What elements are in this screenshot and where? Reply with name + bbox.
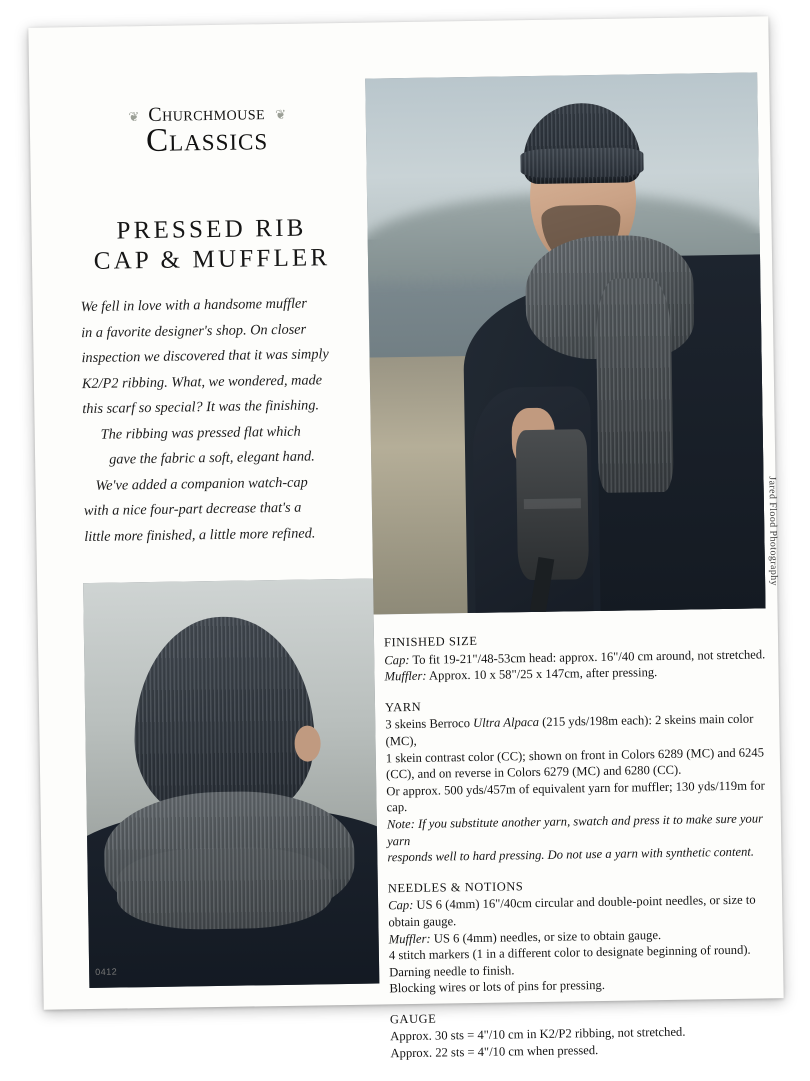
spec-line: Muffler: Approx. 10 x 58"/25 x 147cm, after pressing. (384, 665, 658, 684)
leaf-ornament-right: ❦ (275, 107, 286, 123)
spec-heading: YARN (384, 699, 422, 715)
intro-line: little more finished, a little more refined. (84, 524, 316, 545)
model-ear (294, 725, 321, 762)
page-title (71, 213, 352, 277)
intro-paragraph (81, 291, 363, 550)
knit-cap-brim (521, 147, 644, 178)
intro-line: with a nice four-part decrease that's a (83, 499, 302, 520)
spec-line: 1 skein contrast color (CC); shown on front in Colors 6289 (MC) and 6245 (385, 744, 765, 765)
brand-name-line1: Churchmouse (148, 102, 266, 126)
spec-section-gauge (390, 1005, 781, 1062)
spec-heading: GAUGE (389, 1011, 437, 1027)
brand-logo (82, 101, 333, 161)
spec-line: Darning needle to finish. (389, 963, 515, 980)
intro-line: this scarf so special? It was the finishing. (82, 397, 320, 418)
intro-line: in a favorite designer's shop. On closer (81, 321, 307, 341)
spec-line: Note: If you substitute another yarn, swatch and press it to make sure your yarn (386, 811, 764, 848)
spec-line: 3 skeins Berroco Ultra Alpaca (215 yds/198m each): 2 skeins main color (MC), (385, 711, 754, 749)
spec-line: Blocking wires or lots of pins for pressing. (389, 978, 606, 996)
leaf-ornament-left: ❦ (128, 109, 139, 125)
muffler-tail-rib-texture (596, 277, 674, 493)
muffler-back-wrap-rib-texture (116, 847, 332, 931)
spec-section-yarn (385, 693, 778, 866)
pattern-sheet (28, 16, 783, 1061)
spec-line: Approx. 30 sts = 4"/10 cm in K2/P2 ribbing, not stretched. (390, 1025, 686, 1044)
spec-heading: NEEDLES & NOTIONS (387, 878, 524, 896)
page-title-line2: CAP & MUFFLER (93, 244, 331, 275)
spec-line: obtain gauge. (388, 914, 457, 930)
spec-line: Cap: US 6 (4mm) 16"/40cm circular and double-point needles, or size to (388, 892, 756, 913)
brand-name-line2: Classics (145, 121, 269, 160)
intro-line: The ribbing was pressed flat which (100, 423, 301, 443)
cap-brim-rib-texture (521, 147, 644, 178)
photo-credit: Jared Flood Photography (766, 476, 780, 587)
page-title-line1: PRESSED RIB (116, 214, 307, 245)
spec-line: 4 stitch markers (1 in a different color to designate beginning of round). (388, 942, 751, 963)
photo-model-front (365, 72, 765, 614)
spec-section-needles-notions (388, 874, 780, 997)
intro-line: We've added a companion watch-cap (95, 474, 308, 494)
spec-line: responds well to hard pressing. Do not use a yarn with synthetic content. (387, 844, 755, 865)
photo-model-back (83, 579, 379, 989)
spec-line: Or approx. 500 yds/457m of equivalent yarn for muffler; 130 yds/119m for cap. (386, 778, 765, 815)
spec-heading: FINISHED SIZE (383, 633, 478, 650)
spec-line: (CC), and on reverse in Colors 6279 (MC) and 6280 (CC). (385, 762, 682, 782)
intro-line: gave the fabric a soft, elegant hand. (108, 448, 315, 468)
intro-line: We fell in love with a handsome muffler (80, 295, 308, 316)
pattern-specifications (384, 628, 781, 1076)
knit-muffler-back-wrap (116, 847, 332, 931)
spec-line: Approx. 22 sts = 4"/10 cm when pressed. (390, 1043, 599, 1061)
knit-muffler-tail (596, 277, 674, 493)
document-code: 0412 (95, 966, 118, 977)
spec-line: Muffler: US 6 (4mm) needles, or size to obtain gauge. (388, 927, 662, 946)
spec-line: Cap: To fit 19-21"/48-53cm head: approx. 16"/40 cm around, not stretched. (384, 646, 766, 667)
intro-line: inspection we discovered that it was simply (81, 346, 329, 367)
binoculars (516, 429, 589, 580)
spec-section-finished-size (384, 628, 775, 685)
intro-line: K2/P2 ribbing. What, we wondered, made (81, 371, 323, 392)
